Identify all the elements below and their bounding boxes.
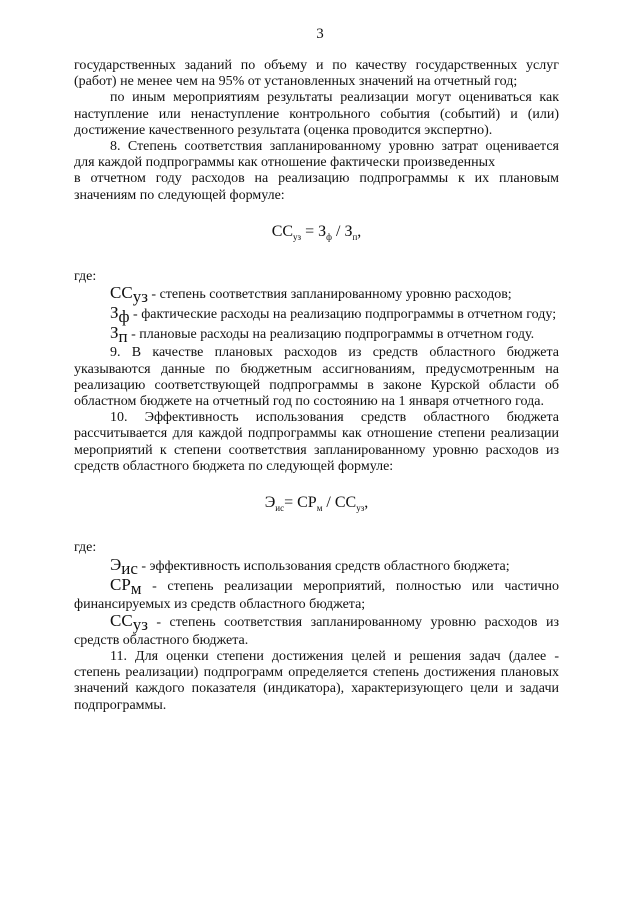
- page-number: 3: [316, 26, 324, 42]
- definition-cc-budget: $СС_{уз}$ - степень соответствия запланированному уровню расходов из средств областного бюджета.: [74, 610, 559, 648]
- formula-budget-efficiency: $Э_{ис}= СР_м / СС_{уз}$,: [264, 494, 369, 514]
- paragraph-8: 8. Степень соответствия запланированному уровню затрат оценивается для каждой подпрограммы как отношение фактически произведенных: [74, 139, 559, 171]
- definition-e: $Э_{ис}$ - эффективность использования средств областного бюджета;: [110, 554, 510, 578]
- formula-cost-conformity: $СС_{уз} = З_ф / З_п$,: [271, 222, 362, 243]
- where-label-2: где:: [74, 540, 97, 556]
- paragraph-11: 11. Для оценки степени достижения целей и решения задач (далее - степень реализации) подпрограмм определяется степень достижения плановых значений каждого показателя (индикатора), характеризующего цели и задачи подпрограммы.: [74, 649, 559, 713]
- paragraph-other-measures: по иным мероприятиям результаты реализации могут оцениваться как наступление или ненаступление контрольного события (событий) и (или) достижение качественного результата (оценка проводится экспертно).: [74, 90, 559, 138]
- definition-z-plan: $З_п$ - плановые расходы на реализацию подпрограммы в отчетном году.: [110, 323, 535, 347]
- definition-cr: $СР_м$ - степень реализации мероприятий, полностью или частично финансируемых из средств областного бюджета;: [74, 574, 559, 612]
- definition-z-fact: $З_ф$ - фактические расходы на реализацию подпрограммы в отчетном году;: [110, 303, 557, 327]
- page-body: [74, 58, 559, 714]
- paragraph-tasks: государственных заданий по объему и по качеству государственных услуг (работ) не менее чем на 95% от установленных значений на отчетный год;: [74, 58, 559, 90]
- paragraph-9: 9. В качестве плановых расходов из средств областного бюджета указываются данные по бюджетным ассигнованиям, предусмотренным на реализацию соответствующей подпрограммы в законе Курской области об областном бюджете на отчетный год по состоянию на 1 января отчетного года.: [74, 345, 559, 410]
- paragraph-10: 10. Эффективность использования средств областного бюджета рассчитывается для каждой подпрограммы как отношение степени реализации мероприятий к степени соответствия запланированному уровню расходов из средств областного бюджета по следующей формуле:: [74, 410, 559, 474]
- definition-cc: $СС_{уз}$ - степень соответствия запланированному уровню расходов;: [110, 283, 512, 307]
- where-label: где:: [74, 269, 97, 285]
- paragraph-8-continued: в отчетном году расходов на реализацию подпрограммы к их плановым значениям по следующей формуле:: [74, 171, 559, 203]
